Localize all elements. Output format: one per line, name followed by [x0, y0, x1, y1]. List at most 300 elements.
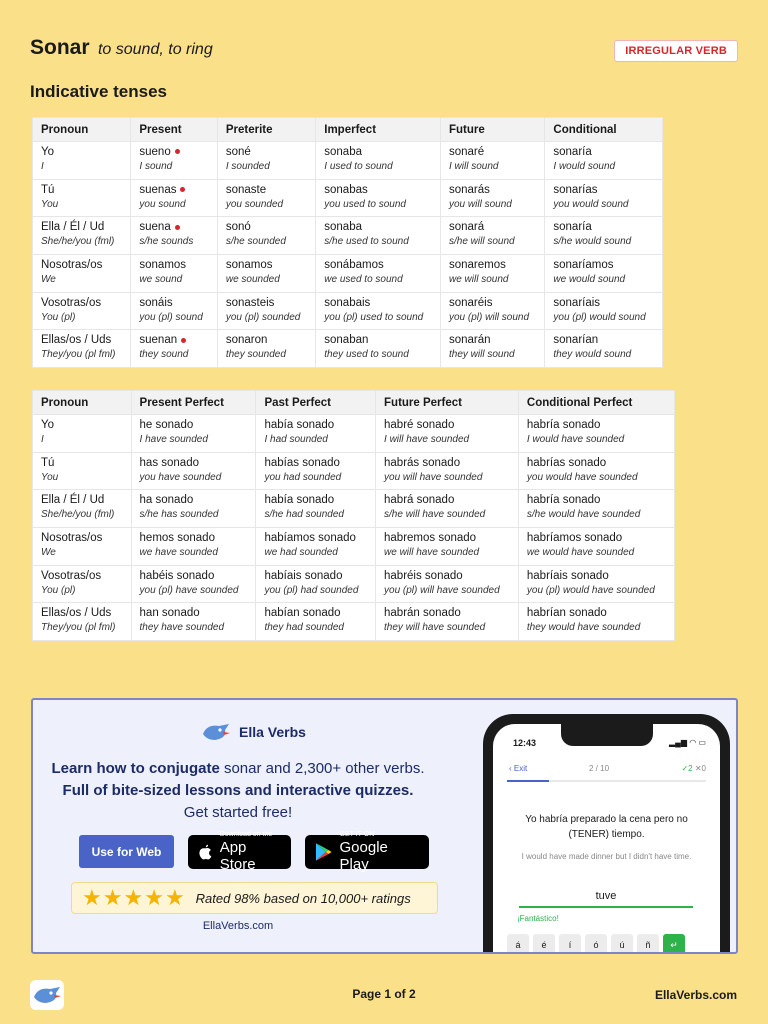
- conjugation-spanish: [527, 456, 666, 471]
- spanish-text: habríamos sonado: [526, 532, 623, 545]
- key-i-acute[interactable]: í: [559, 934, 581, 954]
- conjugation-spanish: [384, 606, 510, 621]
- conjugation-english: you (pl) will sound: [449, 311, 530, 323]
- spanish-text: Nosotras/os: [41, 259, 103, 272]
- key-n-tilde[interactable]: ñ: [637, 934, 659, 954]
- indicative-simple-table: [32, 117, 663, 368]
- conjugation-cell: [441, 179, 545, 217]
- pronoun-spanish: [41, 418, 123, 433]
- conjugation-cell: [316, 217, 441, 255]
- conjugation-cell: [376, 603, 519, 641]
- pronoun-english: They/you (pl fml): [41, 622, 116, 634]
- phone-screen: [493, 724, 720, 954]
- conjugation-spanish: [527, 493, 666, 508]
- conjugation-english: we sounded: [225, 274, 280, 286]
- table-row: [33, 142, 663, 180]
- conjugation-cell: [545, 330, 663, 368]
- spanish-text: sonamos: [139, 259, 187, 272]
- conjugation-cell: [518, 490, 674, 528]
- brand-name: Ella Verbs: [239, 724, 306, 740]
- conjugation-english: you (pl) would sound: [553, 311, 646, 323]
- conjugation-english: I have sounded: [139, 434, 208, 445]
- table-row: [33, 217, 663, 255]
- conjugation-spanish: [140, 606, 248, 621]
- spanish-text: Tú: [41, 183, 55, 196]
- conjugation-spanish: [264, 418, 367, 433]
- pronoun-english: We: [41, 547, 56, 559]
- conjugation-english: I sounded: [225, 161, 270, 172]
- conjugation-cell: [131, 452, 256, 490]
- conjugation-cell: [545, 142, 663, 180]
- spanish-text: hemos sonado: [139, 532, 215, 545]
- spanish-text: sonaré: [449, 146, 485, 158]
- spanish-text: sonabais: [324, 296, 371, 309]
- pronoun-english: She/he/you (fml): [41, 509, 115, 521]
- conjugation-spanish: [226, 220, 307, 235]
- conjugation-english: s/he would have sounded: [526, 509, 641, 521]
- spanish-text: Yo: [41, 419, 55, 431]
- conjugation-spanish: [384, 531, 510, 546]
- spanish-text: habré sonado: [384, 419, 455, 431]
- conjugation-spanish: [384, 456, 510, 471]
- conjugation-cell: [131, 528, 256, 566]
- conjugation-english: they will have sounded: [384, 622, 486, 634]
- spanish-text: habría sonado: [526, 494, 601, 507]
- key-o-acute[interactable]: ó: [585, 934, 607, 954]
- conjugation-spanish: [264, 569, 367, 584]
- irregular-dot-icon: [175, 225, 180, 230]
- footer-site-link[interactable]: EllaVerbs.com: [654, 988, 737, 1002]
- conjugation-cell: [376, 565, 519, 603]
- conjugation-english: we would have sounded: [526, 547, 635, 559]
- spanish-text: sonáis: [139, 296, 173, 309]
- enter-key[interactable]: ↵: [663, 934, 685, 954]
- conjugation-cell: [518, 603, 674, 641]
- conjugation-cell: [131, 179, 217, 217]
- spanish-text: habéis sonado: [139, 569, 215, 582]
- spanish-text: habrían sonado: [526, 607, 607, 620]
- table-row: [33, 528, 675, 566]
- conjugation-cell: [545, 255, 663, 293]
- conjugation-cell: [256, 565, 376, 603]
- spanish-text: sonasteis: [225, 296, 275, 309]
- pronoun-english: I: [41, 434, 44, 445]
- pronoun-english: They/you (pl fml): [41, 349, 116, 361]
- spanish-text: Vosotras/os: [41, 569, 102, 582]
- conjugation-cell: [316, 142, 441, 180]
- conjugation-spanish: [324, 220, 432, 235]
- conjugation-english: we sound: [139, 274, 183, 286]
- conjugation-spanish: [324, 145, 432, 160]
- column-header: Preterite: [217, 118, 315, 142]
- spanish-text: sonaban: [324, 334, 369, 347]
- pronoun-spanish: [41, 183, 122, 198]
- conjugation-cell: [131, 217, 217, 255]
- phone-time: 12:43: [513, 738, 537, 748]
- irregular-dot-icon: [180, 187, 185, 192]
- star-icon: ★: [102, 885, 123, 910]
- conjugation-cell: [316, 292, 441, 330]
- pronoun-cell: [33, 292, 131, 330]
- conjugation-cell: [217, 292, 315, 330]
- conjugation-spanish: [226, 145, 307, 160]
- conjugation-spanish: [553, 183, 654, 198]
- conjugation-spanish: [140, 456, 248, 471]
- spanish-text: sonarás: [449, 183, 490, 196]
- conjugation-english: s/he sounds: [139, 236, 194, 248]
- spanish-text: Ella / Él / Ud: [41, 494, 105, 507]
- star-icon: ★: [144, 885, 164, 910]
- pronoun-spanish: [41, 606, 123, 621]
- conjugation-english: s/he will have sounded: [384, 509, 486, 521]
- conjugation-cell: [441, 330, 545, 368]
- conjugation-english: you will have sounded: [384, 471, 483, 483]
- conjugation-english: we had sounded: [264, 547, 338, 559]
- conjugation-spanish: [553, 145, 654, 160]
- spanish-text: Nosotras/os: [41, 532, 103, 545]
- conjugation-cell: [217, 142, 315, 180]
- conjugation-spanish: [139, 220, 208, 235]
- conjugation-spanish: [324, 296, 432, 311]
- conjugation-english: we have sounded: [139, 547, 218, 559]
- spanish-text: había sonado: [264, 419, 335, 431]
- use-for-web-button[interactable]: Use for Web: [79, 835, 174, 868]
- conjugation-spanish: [553, 296, 654, 311]
- spanish-text: sonó: [225, 221, 251, 234]
- promo-text: [33, 758, 443, 824]
- page-number: Page 1 of 2: [352, 987, 416, 1001]
- spanish-text: sonaríais: [553, 296, 601, 309]
- google-play-big: Google Play: [339, 839, 388, 873]
- conjugation-spanish: [553, 258, 654, 273]
- conjugation-cell: [217, 330, 315, 368]
- spanish-text: habréis sonado: [384, 569, 463, 582]
- conjugation-cell: [131, 565, 256, 603]
- conjugation-spanish: [449, 145, 536, 160]
- spanish-text: habrás sonado: [384, 456, 461, 469]
- column-header: Future: [441, 118, 545, 142]
- conjugation-english: they would have sounded: [526, 622, 641, 634]
- spanish-text: sonará: [449, 221, 485, 234]
- conjugation-cell: [256, 452, 376, 490]
- conjugation-english: I will sound: [449, 161, 499, 172]
- spanish-text: sonaron: [225, 334, 268, 347]
- exit-button[interactable]: ‹ Exit: [509, 764, 528, 773]
- table-header-row: [33, 118, 663, 142]
- phone-status-icons: ▂▄▆ ◠ ▭: [669, 738, 706, 747]
- table-row: [33, 330, 663, 368]
- conjugation-english: s/he has sounded: [139, 509, 219, 521]
- conjugation-cell: [518, 565, 674, 603]
- quiz-question: Yo habría preparado la cena pero no (TENER) tiempo.: [525, 814, 688, 840]
- conjugation-english: I sound: [139, 161, 173, 172]
- irregular-verb-badge: IRREGULAR VERB: [614, 40, 738, 62]
- verb-meaning: to sound, to ring: [97, 41, 213, 58]
- conjugation-english: you used to sound: [324, 198, 406, 210]
- column-header: Past Perfect: [256, 391, 376, 415]
- spanish-text: sonaba: [324, 221, 362, 234]
- google-play-button[interactable]: [305, 831, 429, 873]
- app-store-big: App Store: [219, 839, 256, 873]
- spanish-text: habías sonado: [264, 456, 340, 469]
- conjugation-spanish: [324, 258, 432, 273]
- conjugation-english: you will sound: [449, 198, 512, 210]
- conjugation-cell: [131, 255, 217, 293]
- pronoun-spanish: [41, 258, 122, 273]
- pronoun-spanish: [41, 456, 123, 471]
- quiz-topbar: [493, 758, 720, 780]
- conjugation-spanish: [139, 296, 208, 311]
- spanish-text: han sonado: [139, 607, 200, 620]
- irregular-dot-icon: [181, 338, 186, 343]
- irregular-dot-icon: [175, 149, 180, 154]
- conjugation-english: s/he will sound: [449, 236, 515, 248]
- spanish-text: suenas: [139, 183, 177, 196]
- google-play-small: GET IT ON: [339, 831, 375, 838]
- spanish-text: sonaría: [553, 221, 592, 234]
- conjugation-english: you sounded: [225, 198, 284, 210]
- spanish-text: habíais sonado: [264, 569, 343, 582]
- conjugation-cell: [441, 292, 545, 330]
- spanish-text: sonarían: [553, 334, 599, 347]
- pronoun-cell: [33, 452, 132, 490]
- spanish-text: sonaba: [324, 146, 362, 158]
- conjugation-english: they would sound: [553, 349, 632, 361]
- conjugation-cell: [316, 330, 441, 368]
- spanish-text: ha sonado: [139, 494, 194, 507]
- conjugation-spanish: [324, 333, 432, 348]
- conjugation-cell: [217, 255, 315, 293]
- rating-text: Rated 98% based on 10,000+ ratings: [195, 890, 411, 906]
- conjugation-spanish: [449, 258, 536, 273]
- page-header: [30, 36, 738, 66]
- spanish-text: sonaría: [553, 146, 592, 158]
- app-store-button[interactable]: [188, 831, 291, 873]
- conjugation-cell: [131, 415, 256, 453]
- conjugation-spanish: [527, 531, 666, 546]
- spanish-text: sonaremos: [449, 259, 506, 272]
- column-header: Present: [131, 118, 217, 142]
- spanish-text: Vosotras/os: [41, 296, 102, 309]
- conjugation-english: you (pl) have sounded: [139, 584, 239, 596]
- conjugation-english: I will have sounded: [384, 434, 470, 445]
- phone-mockup: [483, 714, 730, 954]
- conjugation-cell: [316, 255, 441, 293]
- spanish-text: sonabas: [324, 183, 368, 196]
- key-u-acute[interactable]: ú: [611, 934, 633, 954]
- conjugation-english: I would have sounded: [526, 434, 625, 445]
- phone-notch: [561, 724, 653, 746]
- conjugation-english: you (pl) sounded: [225, 311, 301, 323]
- conjugation-english: they used to sound: [324, 349, 409, 361]
- spanish-text: habrías sonado: [526, 456, 607, 469]
- pronoun-spanish: [41, 220, 122, 235]
- promo-line3: Get started free!: [183, 804, 293, 821]
- quiz-score: [681, 764, 706, 773]
- conjugation-spanish: [140, 493, 248, 508]
- column-header: Pronoun: [33, 118, 131, 142]
- spanish-text: he sonado: [139, 419, 194, 431]
- table-row: [33, 415, 675, 453]
- conjugation-spanish: [384, 569, 510, 584]
- conjugation-spanish: [264, 493, 367, 508]
- key-e-acute[interactable]: é: [533, 934, 555, 954]
- conjugation-cell: [441, 255, 545, 293]
- conjugation-spanish: [527, 569, 666, 584]
- conjugation-spanish: [527, 418, 666, 433]
- brand: [201, 720, 306, 744]
- conjugation-english: s/he had sounded: [264, 509, 344, 521]
- spanish-text: habríais sonado: [526, 569, 609, 582]
- conjugation-spanish: [139, 333, 208, 348]
- quiz-progress: 2 / 10: [589, 764, 610, 773]
- pronoun-english: I: [41, 161, 44, 172]
- conjugation-cell: [217, 179, 315, 217]
- accent-keyboard: [507, 934, 689, 954]
- spanish-text: sonaste: [225, 183, 267, 196]
- conjugation-spanish: [139, 145, 208, 160]
- pronoun-spanish: [41, 493, 123, 508]
- spanish-text: habían sonado: [264, 607, 341, 620]
- indicative-perfect-table: [32, 390, 675, 641]
- conjugation-cell: [256, 415, 376, 453]
- conjugation-english: you have sounded: [139, 471, 222, 483]
- ella-bird-logo-icon: [201, 720, 231, 744]
- spanish-text: habremos sonado: [384, 532, 477, 545]
- conjugation-spanish: [226, 183, 307, 198]
- column-header: Pronoun: [33, 391, 132, 415]
- conjugation-cell: [518, 452, 674, 490]
- column-header: Conditional Perfect: [518, 391, 674, 415]
- conjugation-cell: [256, 490, 376, 528]
- table-row: [33, 452, 675, 490]
- rating-bar: [71, 882, 438, 914]
- table-row: [33, 490, 675, 528]
- quiz-answer-input[interactable]: tuve: [519, 890, 693, 908]
- conjugation-cell: [316, 179, 441, 217]
- pronoun-english: You: [41, 198, 59, 210]
- conjugation-cell: [376, 490, 519, 528]
- verb-title: Sonar: [30, 36, 90, 59]
- pronoun-english: You (pl): [41, 311, 76, 323]
- spanish-text: habrán sonado: [384, 607, 461, 620]
- conjugation-cell: [376, 452, 519, 490]
- five-star-rating: [82, 887, 186, 909]
- conjugation-english: I used to sound: [324, 161, 393, 172]
- conjugation-cell: [131, 603, 256, 641]
- pronoun-english: She/he/you (fml): [41, 236, 115, 248]
- app-store-small: Download on the: [219, 831, 273, 838]
- conjugation-spanish: [264, 456, 367, 471]
- conjugation-spanish: [553, 333, 654, 348]
- table-row: [33, 292, 663, 330]
- pronoun-english: We: [41, 274, 56, 286]
- conjugation-english: they sounded: [225, 349, 286, 361]
- conjugation-cell: [545, 179, 663, 217]
- pronoun-spanish: [41, 569, 123, 584]
- conjugation-spanish: [553, 220, 654, 235]
- pronoun-cell: [33, 330, 131, 368]
- spanish-text: sonarán: [449, 334, 491, 347]
- conjugation-english: they will sound: [449, 349, 515, 361]
- conjugation-spanish: [449, 220, 536, 235]
- conjugation-spanish: [384, 418, 510, 433]
- star-icon: ★: [82, 885, 102, 910]
- promo-line2: Full of bite-sized lessons and interactive quizzes.: [62, 782, 414, 799]
- conjugation-cell: [545, 217, 663, 255]
- conjugation-spanish: [139, 258, 208, 273]
- conjugation-spanish: [226, 296, 307, 311]
- spanish-text: sueno: [139, 146, 171, 158]
- conjugation-cell: [545, 292, 663, 330]
- pronoun-cell: [33, 565, 132, 603]
- conjugation-english: I had sounded: [264, 434, 328, 445]
- conjugation-spanish: [527, 606, 666, 621]
- pronoun-cell: [33, 415, 132, 453]
- table-row: [33, 603, 675, 641]
- column-header: Conditional: [545, 118, 663, 142]
- conjugation-english: you would sound: [553, 198, 629, 210]
- quiz-translation: I would have made dinner but I didn't have time.: [521, 852, 692, 861]
- spanish-text: habrá sonado: [384, 494, 455, 507]
- pronoun-cell: [33, 490, 132, 528]
- spanish-text: sonaríamos: [553, 259, 614, 272]
- pronoun-cell: [33, 603, 132, 641]
- spanish-text: Yo: [41, 146, 55, 158]
- conjugation-spanish: [139, 183, 208, 198]
- spanish-text: habría sonado: [526, 419, 601, 431]
- pronoun-spanish: [41, 145, 122, 160]
- spanish-text: sonaréis: [449, 296, 493, 309]
- conjugation-english: you (pl) will have sounded: [384, 584, 500, 596]
- table-row: [33, 179, 663, 217]
- promo-line1-rest: sonar and 2,300+ other verbs.: [219, 760, 425, 777]
- spanish-text: soné: [225, 146, 251, 158]
- spanish-text: Ellas/os / Uds: [41, 607, 112, 620]
- spanish-text: había sonado: [264, 494, 335, 507]
- conjugation-spanish: [449, 333, 536, 348]
- conjugation-cell: [131, 330, 217, 368]
- conjugation-cell: [217, 217, 315, 255]
- spanish-text: sonábamos: [324, 259, 384, 272]
- conjugation-english: s/he sounded: [225, 236, 286, 248]
- conjugation-spanish: [449, 183, 536, 198]
- conjugation-spanish: [140, 418, 248, 433]
- conjugation-english: they sound: [139, 349, 189, 361]
- key-a-acute[interactable]: á: [507, 934, 529, 954]
- spanish-text: sonamos: [225, 259, 273, 272]
- conjugation-english: you (pl) had sounded: [264, 584, 359, 596]
- conjugation-english: we will sound: [449, 274, 509, 286]
- pronoun-cell: [33, 142, 131, 180]
- conjugation-english: they had sounded: [264, 622, 344, 634]
- spanish-text: has sonado: [139, 456, 199, 469]
- promo-panel: [31, 698, 738, 954]
- star-icon: ★: [164, 885, 185, 910]
- column-header: Future Perfect: [376, 391, 519, 415]
- pronoun-cell: [33, 217, 131, 255]
- conjugation-english: you (pl) sound: [139, 311, 203, 323]
- conjugation-english: they have sounded: [139, 622, 225, 634]
- conjugation-english: s/he would sound: [553, 236, 632, 248]
- table-header-row: [33, 391, 675, 415]
- conjugation-spanish: [384, 493, 510, 508]
- score-wrong: ✕0: [694, 764, 706, 773]
- promo-site-link[interactable]: EllaVerbs.com: [202, 920, 274, 932]
- conjugation-cell: [256, 528, 376, 566]
- pronoun-spanish: [41, 333, 122, 348]
- quiz-feedback: ¡Fantástico!: [517, 914, 559, 923]
